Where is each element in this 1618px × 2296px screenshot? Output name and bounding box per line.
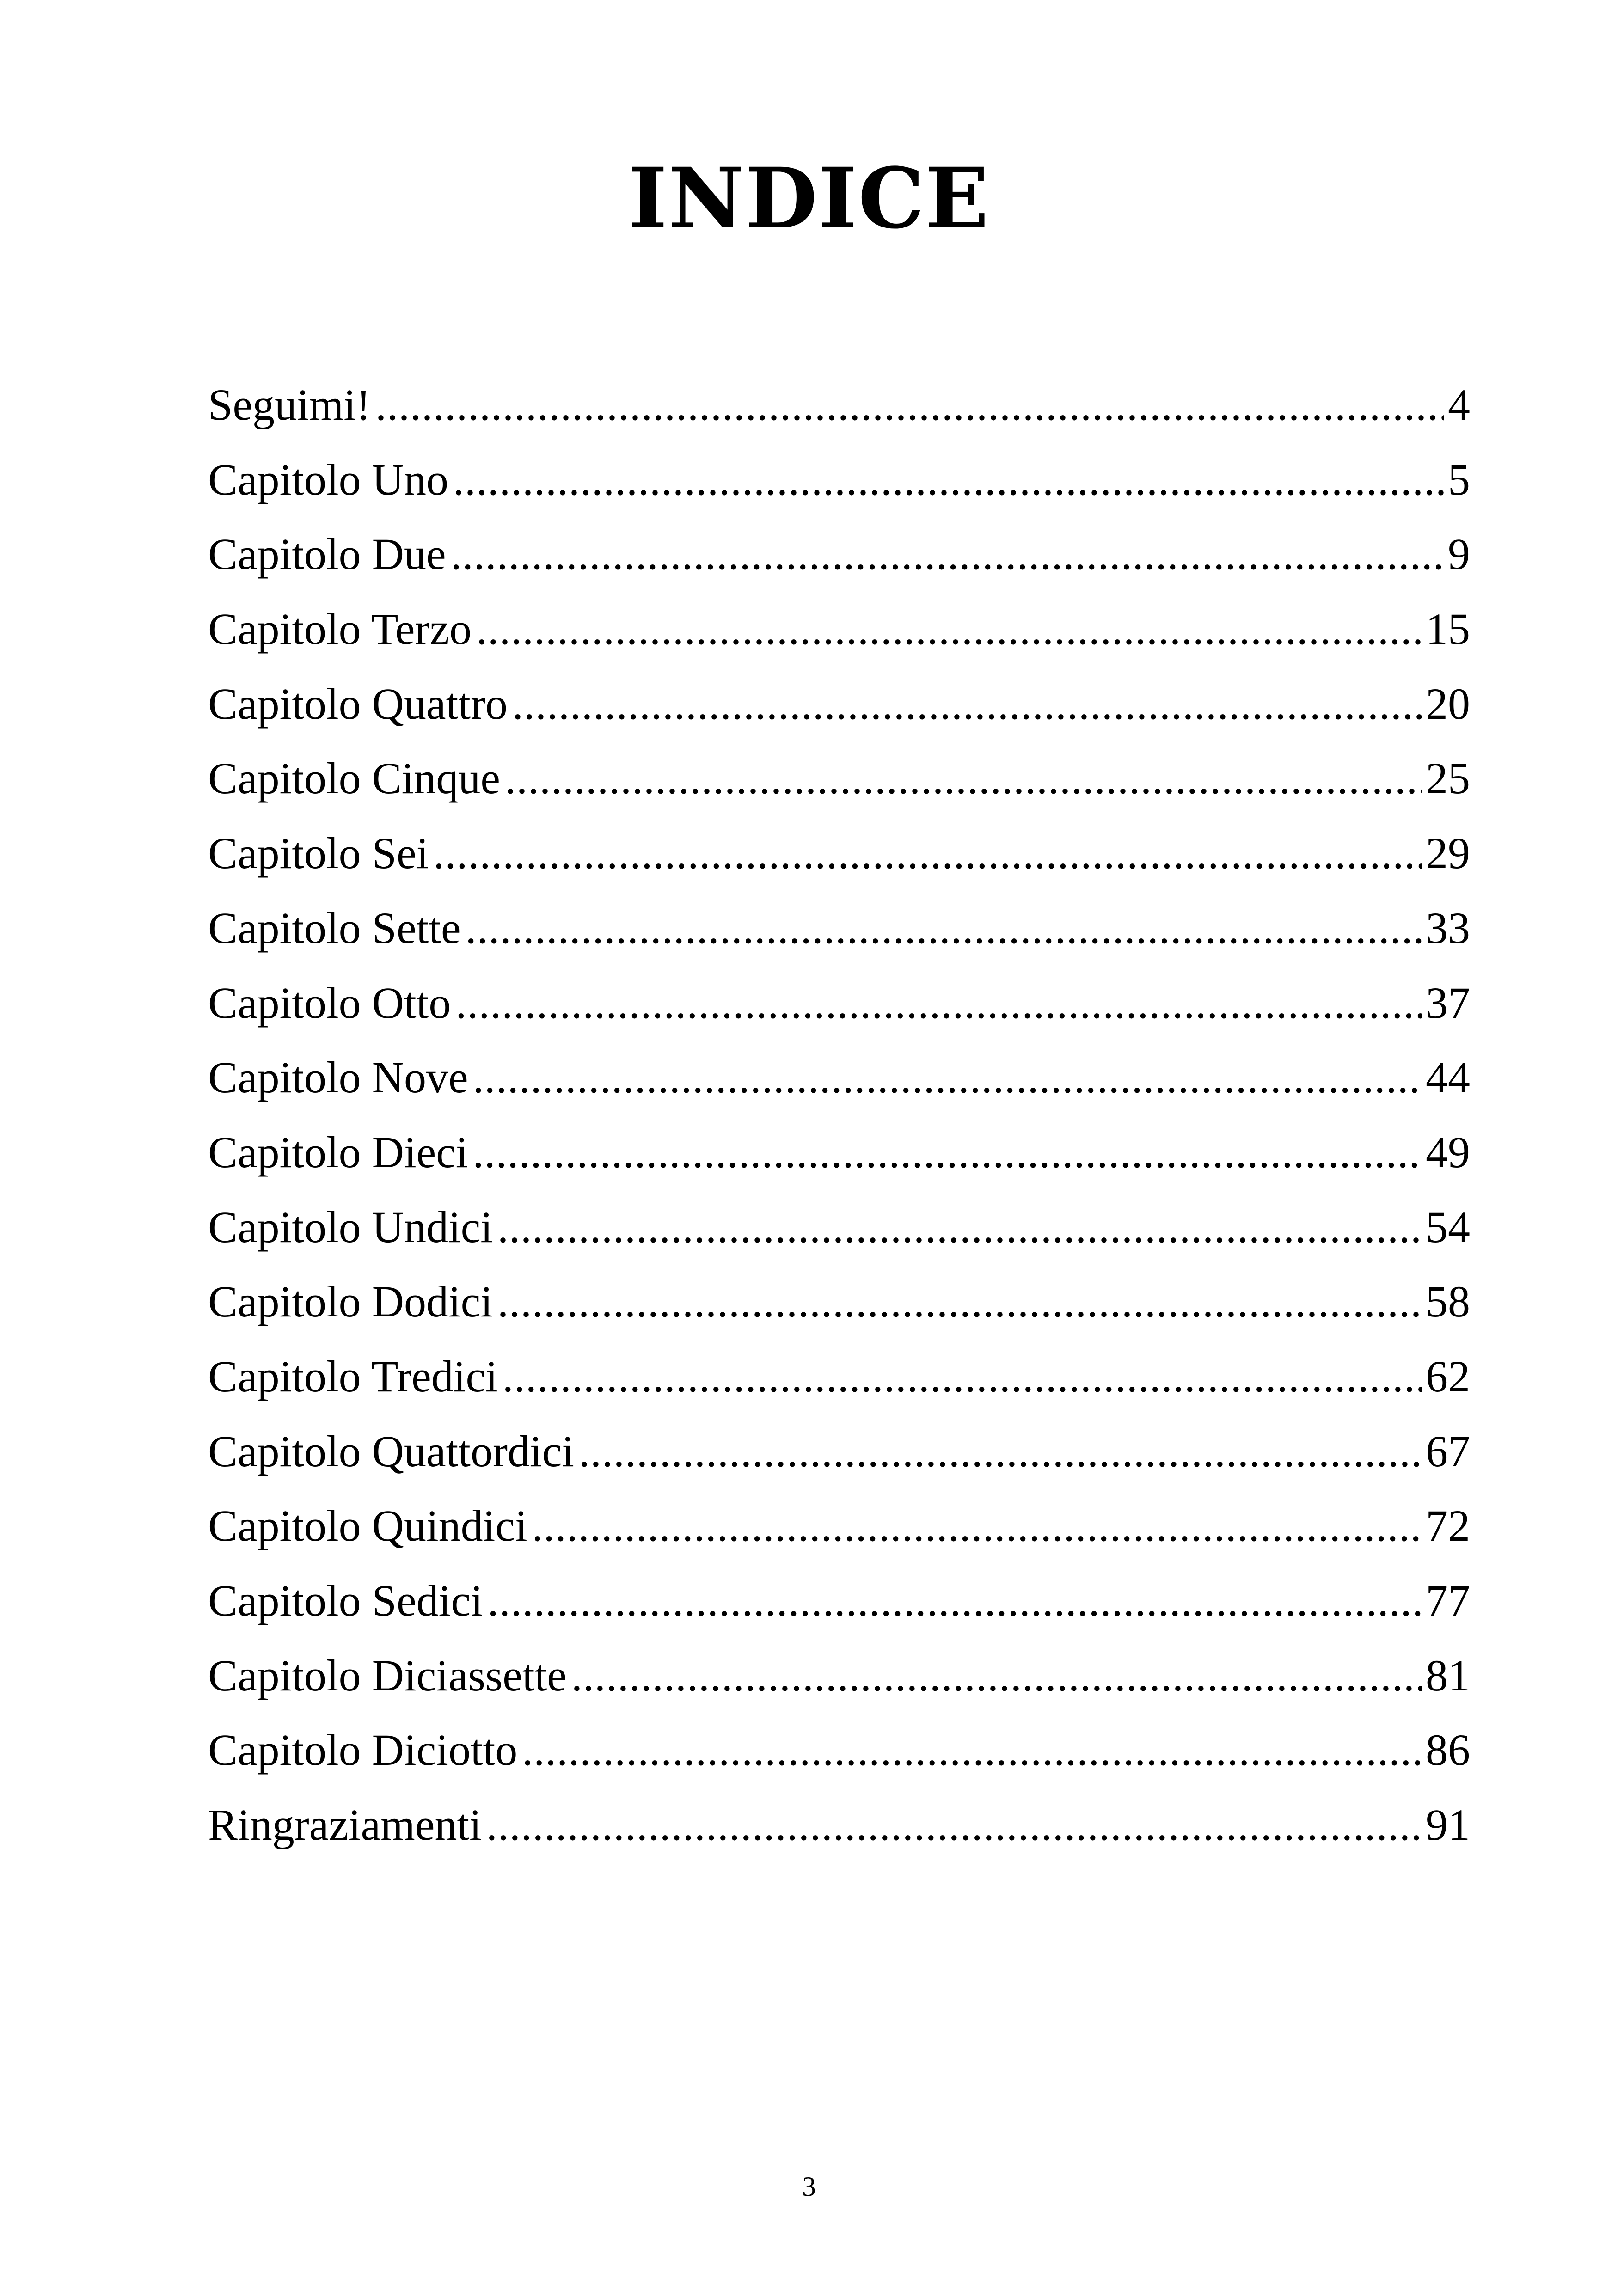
dot-leader [503,1339,1422,1414]
toc-entry[interactable] [208,367,1470,442]
dot-leader [451,517,1444,592]
toc-entry[interactable] [208,891,1470,966]
toc-entry-label: Capitolo Dodici [208,1277,493,1327]
toc-entry-label: Capitolo Cinque [208,753,500,803]
toc-entry-label: Capitolo Otto [208,978,451,1028]
dot-leader [532,1488,1422,1563]
dot-leader [453,442,1444,517]
toc-entry-page: 33 [1426,903,1470,953]
toc-entry[interactable] [208,816,1470,891]
toc-entry[interactable] [208,1339,1470,1414]
dot-leader [522,1713,1422,1788]
toc-entry-label: Capitolo Nove [208,1053,468,1102]
toc-entry[interactable] [208,442,1470,517]
toc-entry[interactable] [208,1713,1470,1788]
toc-entry[interactable] [208,592,1470,667]
toc-entry-page: 37 [1426,978,1470,1028]
page-number: 3 [802,2171,816,2202]
toc-entry-page: 67 [1426,1426,1470,1476]
toc-entry-label: Capitolo Sei [208,828,429,878]
toc-entry-label: Capitolo Due [208,529,446,579]
toc-entry-page: 77 [1426,1576,1470,1625]
toc-entry-label: Capitolo Quattro [208,679,508,729]
toc-entry-page: 86 [1426,1725,1470,1775]
toc-entry-label: Capitolo Tredici [208,1351,498,1401]
toc-entry-page: 25 [1426,753,1470,803]
toc-entry-label: Capitolo Undici [208,1202,493,1252]
table-of-contents [208,367,1470,1862]
dot-leader [473,1040,1422,1115]
toc-entry[interactable] [208,1190,1470,1265]
toc-entry[interactable] [208,1788,1470,1862]
toc-entry-label: Capitolo Diciassette [208,1650,567,1700]
toc-entry-label: Ringraziamenti [208,1800,482,1850]
toc-entry[interactable] [208,1563,1470,1638]
toc-entry-label: Capitolo Dieci [208,1127,468,1177]
toc-entry-page: 29 [1426,828,1470,878]
toc-entry-page: 5 [1448,454,1470,504]
toc-entry-page: 49 [1426,1127,1470,1177]
toc-entry-page: 44 [1426,1053,1470,1102]
toc-entry[interactable] [208,1414,1470,1489]
toc-entry-page: 9 [1448,529,1470,579]
toc-entry-page: 20 [1426,679,1470,729]
dot-leader [486,1788,1422,1862]
toc-entry[interactable] [208,517,1470,592]
toc-entry[interactable] [208,667,1470,741]
toc-entry-label: Capitolo Sette [208,903,461,953]
toc-entry-page: 81 [1426,1650,1470,1700]
dot-leader [512,667,1422,741]
toc-entry-page: 54 [1426,1202,1470,1252]
toc-entry[interactable] [208,1488,1470,1563]
dot-leader [488,1563,1422,1638]
toc-entry[interactable] [208,1040,1470,1115]
toc-entry-page: 62 [1426,1351,1470,1401]
toc-entry-label: Capitolo Diciotto [208,1725,518,1775]
toc-entry-label: Capitolo Terzo [208,604,472,654]
dot-leader [571,1638,1422,1713]
dot-leader [455,966,1422,1041]
dot-leader [497,1190,1422,1265]
toc-entry[interactable] [208,1264,1470,1339]
toc-entry[interactable] [208,1115,1470,1190]
dot-leader [466,891,1422,966]
toc-entry[interactable] [208,1638,1470,1713]
dot-leader [473,1115,1422,1190]
toc-entry-label: Capitolo Quindici [208,1501,527,1551]
toc-entry[interactable] [208,966,1470,1041]
dot-leader [505,741,1422,816]
dot-leader [579,1414,1422,1489]
toc-entry[interactable] [208,741,1470,816]
toc-entry-page: 72 [1426,1501,1470,1551]
toc-entry-page: 4 [1448,380,1470,429]
dot-leader [497,1264,1422,1339]
dot-leader [375,367,1444,442]
dot-leader [433,816,1422,891]
toc-entry-label: Capitolo Quattordici [208,1426,574,1476]
toc-entry-label: Seguimi! [208,380,371,429]
toc-entry-page: 58 [1426,1277,1470,1327]
toc-entry-page: 91 [1426,1800,1470,1850]
toc-entry-page: 15 [1426,604,1470,654]
toc-entry-label: Capitolo Sedici [208,1576,483,1625]
dot-leader [476,592,1422,667]
toc-entry-label: Capitolo Uno [208,454,448,504]
page-title: INDICE [628,150,990,247]
